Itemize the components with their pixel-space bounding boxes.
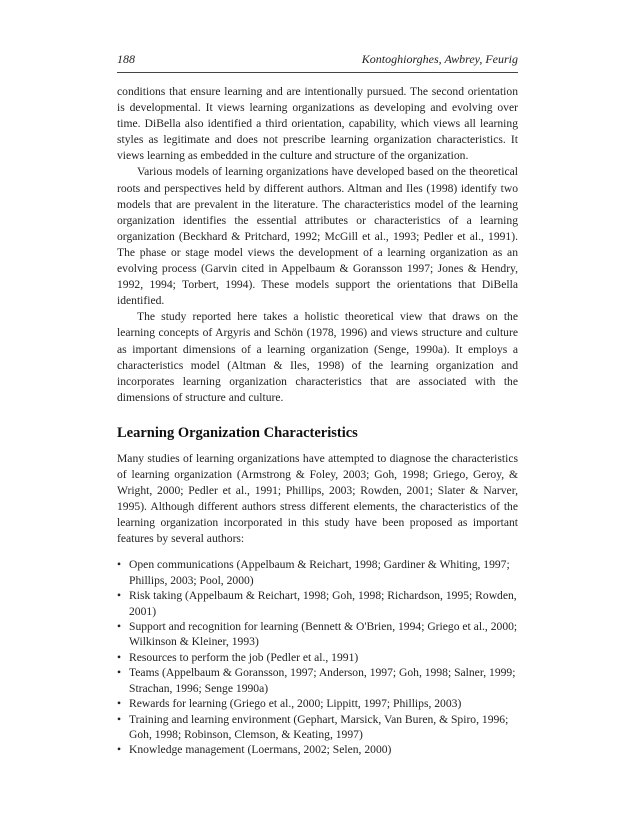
page-number: 188 (117, 52, 135, 66)
running-title: Kontoghiorghes, Awbrey, Feurig (361, 52, 518, 66)
paragraph-continuation: conditions that ensure learning and are intentionally pursued. The second orientation is developmental. It views learning organizations as developing and evolving over time. DiBella also identified a third orientation, capability, which views all learning styles as legitimate and does not prescribe learning organization characteristics. It views learning as embedded in the culture and structure of the organization. (117, 85, 518, 163)
header-rule (117, 72, 518, 73)
list-item: • Open communications (Appelbaum & Reichart, 1998; Gardiner & Whiting, 1997; Phillips, 2003; Pool, 2000) (117, 557, 518, 588)
list-item: • Support and recognition for learning (Bennett & O'Brien, 1994; Griego et al., 2000; Wilkinson & Kleiner, 1993) (117, 619, 518, 650)
list-item: • Rewards for learning (Griego et al., 2000; Lippitt, 1997; Phillips, 2003) (117, 696, 518, 711)
list-item: • Risk taking (Appelbaum & Reichart, 1998; Goh, 1998; Richardson, 1995; Rowden, 2001) (117, 588, 518, 619)
running-header (117, 52, 518, 70)
list-item: • Knowledge management (Loermans, 2002; Selen, 2000) (117, 742, 518, 757)
list-item: • Resources to perform the job (Pedler et al., 1991) (117, 650, 518, 665)
list-item: • Training and learning environment (Gephart, Marsick, Van Buren, & Spiro, 1996; Goh, 1998; Robinson, Clemson, & Keating, 1997) (117, 712, 518, 743)
section-intro: Many studies of learning organizations have attempted to diagnose the characteristics of learning organization (Armstrong & Foley, 2003; Goh, 1998; Griego, Geroy, & Wright, 2000; Pedler et al., 1991; Phillips, 2003; Rowden, 2001; Slater & Narver, 1995). Although different authors stress different elements, the characteristics of the learning organization incorporated in this study have been proposed as important features by several authors: (117, 451, 518, 546)
paragraph-models: Various models of learning organizations have developed based on the theoretical roots and perspectives held by different authors. Altman and Iles (1998) identify two models that are prevalent in the literature. The characteristics model of the learning organization identifies the essential attributes or characteristics of a learning organization (Beckhard & Pritchard, 1992; McGill et al., 1993; Pedler et al., 1991). The phase or stage model views the development of a learning organization as an evolving process (Garvin cited in Appelbaum & Goransson 1997; Jones & Hendry, 1992, 1994; Torbert, 1994). These models support the orientations that DiBella identified. (117, 165, 518, 308)
page-body (117, 84, 518, 758)
paragraph-study: The study reported here takes a holistic theoretical view that draws on the learning concepts of Argyris and Schön (1978, 1996) and views structure and culture as important dimensions of a learning organization (Senge, 1990a). It employs a characteristics model (Altman & Iles, 1998) of the learning organization and incorporates learning organization characteristics that are associated with the dimensions of structure and culture. (117, 310, 518, 404)
characteristics-list (117, 557, 518, 757)
list-item: • Teams (Appelbaum & Goransson, 1997; Anderson, 1997; Goh, 1998; Salner, 1999; Strachan, 1996; Senge 1990a) (117, 665, 518, 696)
section-heading: Learning Organization Characteristics (117, 424, 358, 441)
